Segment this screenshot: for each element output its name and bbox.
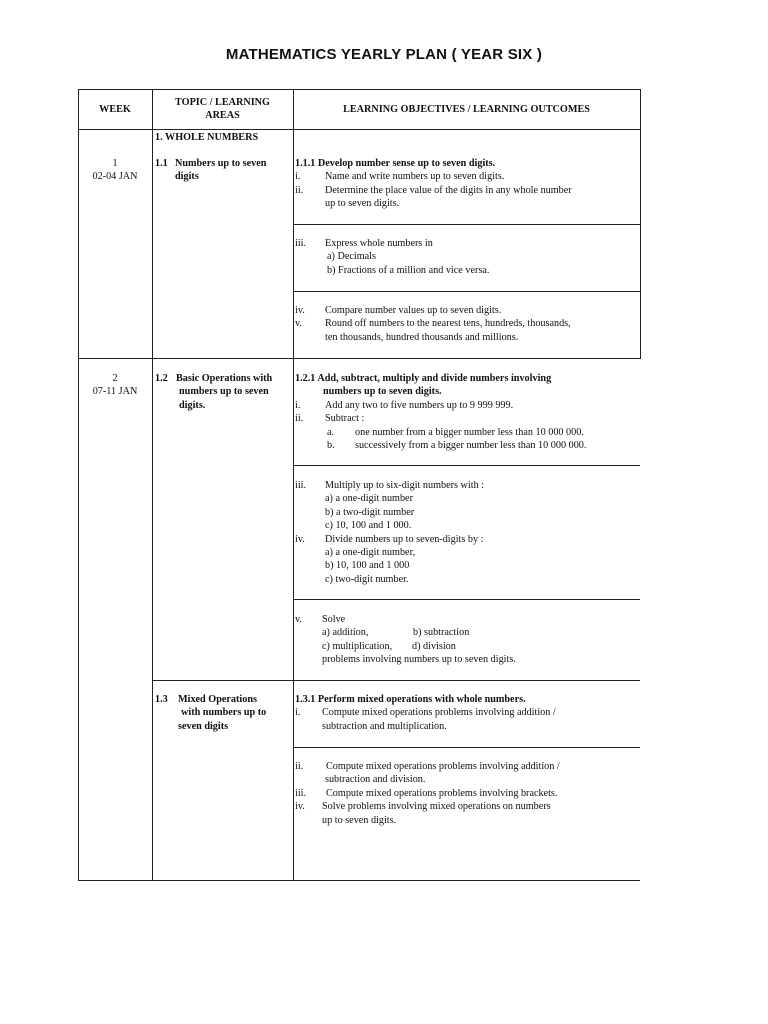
- item-text: Express whole numbers in: [325, 238, 433, 249]
- objective-cell: [295, 237, 638, 277]
- item-number: iii.: [295, 480, 307, 491]
- item-text: Solve: [322, 614, 346, 625]
- row-divider: [293, 291, 640, 292]
- item-number: iii.: [295, 238, 307, 249]
- topic-divider: [152, 680, 640, 681]
- topic-text: digits: [175, 171, 199, 183]
- topic-text: Mixed Operations: [178, 694, 257, 705]
- item-text: up to seven digits.: [322, 814, 397, 826]
- header-topic-line1: TOPIC / LEARNING: [175, 97, 270, 108]
- table-right-border: [640, 89, 641, 359]
- objective-heading: 1.2.1 Add, subtract, multiply and divide numbers involving: [295, 373, 552, 384]
- objective-cell: [295, 372, 638, 452]
- column-divider: [293, 89, 294, 881]
- item-number: ii.: [295, 184, 304, 196]
- item-number: iii.: [295, 787, 307, 799]
- table-bottom-border: [78, 880, 640, 881]
- item-number: iv.: [295, 305, 305, 316]
- sub-item: d) division: [412, 640, 456, 652]
- topic-text: seven digits: [178, 720, 229, 732]
- week-dates: 02-04 JAN: [92, 171, 138, 183]
- objective-cell: [295, 304, 638, 344]
- item-text: Divide numbers up to seven-digits by :: [325, 533, 484, 545]
- item-number: v.: [295, 318, 302, 330]
- header-objectives-label: LEARNING OBJECTIVES / LEARNING OUTCOMES: [343, 104, 590, 115]
- item-text: Subtract :: [325, 413, 365, 425]
- sub-item: b) 10, 100 and 1 000: [325, 560, 410, 572]
- item-text: Compute mixed operations problems involving addition /: [326, 761, 560, 772]
- objective-cell: [295, 613, 638, 667]
- sub-item-number: b.: [327, 439, 335, 451]
- week-cell: [78, 372, 152, 399]
- objective-cell: [295, 693, 638, 733]
- week-number: 1: [112, 158, 118, 169]
- row-divider: [293, 599, 640, 600]
- topic-1-2: [155, 372, 291, 412]
- row-divider: [293, 747, 640, 748]
- item-number: i.: [295, 171, 301, 183]
- item-text: problems involving numbers up to seven digits.: [322, 654, 516, 666]
- item-text: Add any two to five numbers up to 9 999 999.: [325, 399, 514, 411]
- sub-item: a) Decimals: [327, 251, 376, 263]
- page-title: MATHEMATICS YEARLY PLAN ( YEAR SIX ): [225, 46, 543, 63]
- topic-text: Basic Operations with: [176, 373, 273, 384]
- item-text: up to seven digits.: [325, 198, 400, 210]
- week-number: 2: [112, 373, 118, 384]
- item-number: i.: [295, 707, 301, 719]
- topic-text: numbers up to seven: [179, 386, 269, 398]
- header-bottom-border: [78, 129, 640, 130]
- header-topic-line2: AREAS: [205, 110, 240, 122]
- item-text: Compute mixed operations problems involving brackets.: [326, 787, 558, 799]
- sub-item: c) multiplication,: [322, 640, 393, 652]
- sub-item: b) a two-digit number: [325, 506, 415, 518]
- sub-item: c) two-digit number.: [325, 573, 409, 585]
- section-heading: 1. WHOLE NUMBERS: [155, 132, 259, 143]
- row-divider: [293, 224, 640, 225]
- item-text: Round off numbers to the nearest tens, hundreds, thousands,: [325, 318, 571, 330]
- row-divider: [293, 465, 640, 466]
- week-dates: 07-11 JAN: [92, 386, 138, 398]
- topic-text: Numbers up to seven: [175, 158, 267, 169]
- item-number: iv.: [295, 533, 305, 545]
- sub-item: b) subtraction: [413, 627, 470, 639]
- item-text: ten thousands, hundred thousands and millions.: [325, 331, 519, 343]
- item-text: Compare number values up to seven digits.: [325, 305, 502, 316]
- item-number: v.: [295, 614, 302, 625]
- header-topic: [152, 96, 293, 123]
- sub-item: c) 10, 100 and 1 000.: [325, 520, 412, 532]
- topic-number: 1.2: [155, 373, 168, 384]
- item-text: Solve problems involving mixed operations on numbers: [322, 801, 551, 813]
- topic-number: 1.3: [155, 694, 168, 705]
- sub-item: successively from a bigger number less than 10 000 000.: [355, 439, 587, 451]
- item-number: i.: [295, 399, 301, 411]
- objective-cell: [295, 760, 638, 827]
- item-number: iv.: [295, 801, 305, 813]
- table-left-border: [78, 89, 79, 881]
- item-text: Multiply up to six-digit numbers with :: [325, 480, 485, 491]
- topic-1-3: [155, 693, 291, 733]
- header-objectives: [293, 103, 640, 116]
- week-divider: [78, 358, 640, 359]
- sub-item: a) addition,: [322, 627, 369, 639]
- item-text: Compute mixed operations problems involving addition /: [322, 707, 556, 719]
- table-top-border: [78, 89, 640, 90]
- item-text: Name and write numbers up to seven digits.: [325, 171, 505, 183]
- objective-heading: 1.1.1 Develop number sense up to seven digits.: [295, 158, 496, 169]
- objective-heading: numbers up to seven digits.: [323, 386, 442, 398]
- topic-1-1: [155, 157, 291, 184]
- header-week-label: WEEK: [99, 104, 131, 115]
- item-text: Determine the place value of the digits in any whole number: [325, 184, 572, 196]
- sub-item: a) a one-digit number,: [325, 546, 416, 558]
- header-week: [78, 103, 152, 116]
- week-cell: [78, 157, 152, 184]
- sub-item-number: a.: [327, 426, 335, 438]
- objective-cell: [295, 157, 638, 211]
- topic-number: 1.1: [155, 158, 168, 169]
- topic-text: digits.: [179, 399, 206, 411]
- topic-text: with numbers up to: [181, 707, 267, 719]
- column-divider: [152, 89, 153, 881]
- sub-item: one number from a bigger number less than 10 000 000.: [355, 426, 584, 438]
- sub-item: b) Fractions of a million and vice versa.: [327, 264, 490, 276]
- objective-cell: [295, 479, 638, 586]
- objective-heading: 1.3.1 Perform mixed operations with whole numbers.: [295, 694, 526, 705]
- item-number: ii.: [295, 413, 304, 425]
- item-number: ii.: [295, 761, 304, 772]
- sub-item: a) a one-digit number: [325, 493, 413, 505]
- item-text: subtraction and division.: [325, 774, 426, 786]
- item-text: subtraction and multiplication.: [322, 720, 447, 732]
